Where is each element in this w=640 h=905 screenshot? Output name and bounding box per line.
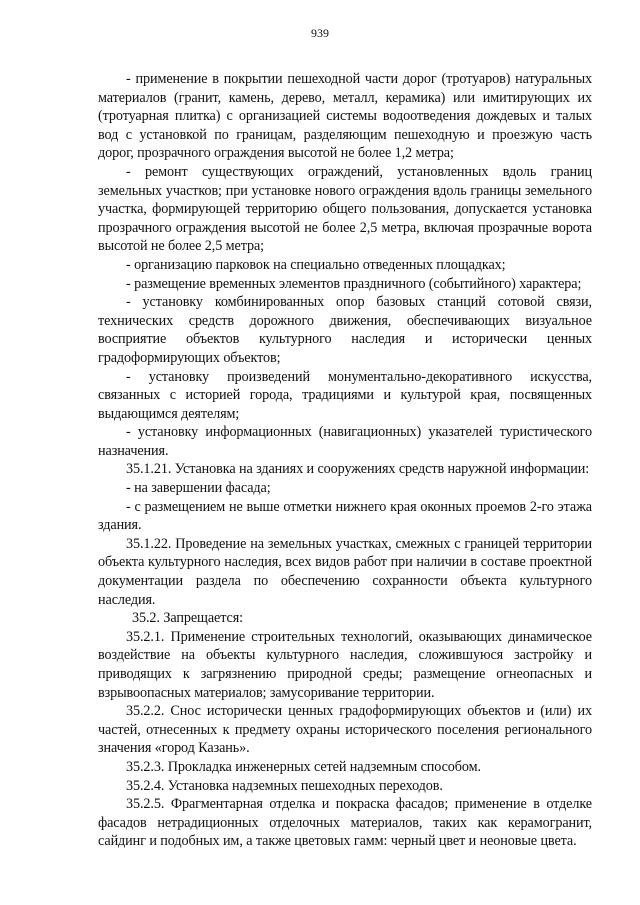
paragraph-35-1-22: 35.1.22. Проведение на земельных участках, смежных с границей территории объекта культурного наследия, всех видов работ при наличии в составе проектной документации раздела по обеспечению сохранности объекта культурного наследия. (98, 535, 592, 608)
paragraph-35-2-3: 35.2.3. Прокладка инженерных сетей надземным способом. (126, 758, 481, 775)
paragraph-35-1-21: 35.1.21. Установка на зданиях и сооружениях средств наружной информации: (126, 461, 590, 478)
paragraph-window-level: - с размещением не выше отметки нижнего края оконных проемов 2-го этажа здания. (98, 498, 592, 534)
paragraph-35-2-5: 35.2.5. Фрагментарная отделка и покраска фасадов; применение в отделке фасадов нетрадиционных отделочных материалов, таких как керамогранит, сайдинг и подобных им, а также цветовых гамм: черный цвет и неоновые цвета. (98, 796, 592, 850)
paragraph-35-2-2: 35.2.2. Снос исторически ценных градоформирующих объектов и (или) их частей, отнесенных к предмету охраны исторического поселения регионального значения «город Казань». (98, 703, 592, 757)
paragraph-parking: - организацию парковок на специально отведенных площадках; (126, 256, 506, 273)
paragraph-fences: - ремонт существующих ограждений, установленных вдоль границ земельных участков; при установке нового ограждения вдоль границы земельного участка, формирующей территорию общего пользования, допускается установка прозрачного ограждения высотой не более 2,5 метра, включая прозрачные ворота высотой не более 2,5 метра; (98, 163, 592, 255)
paragraph-tourist-signs: - установку информационных (навигационных) указателей туристического назначения. (98, 424, 592, 459)
paragraph-monuments: - установку произведений монументально-декоративного искусства, связанных с историей города, традициями и культурой края, посвященных выдающимся деятелям; (98, 368, 592, 422)
paragraph-35-2: 35.2. Запрещается: (132, 610, 243, 627)
page-number: 939 (311, 26, 329, 40)
paragraph-festive-elements: - размещение временных элементов праздничного (событийного) характера; (126, 275, 582, 292)
paragraph-35-2-4: 35.2.4. Установка надземных пешеходных переходов. (126, 777, 443, 794)
paragraph-combined-supports: - установку комбинированных опор базовых станций сотовой связи, технических средств дорожного движения, обеспечивающих визуальное восприятие объектов культурного наследия и исторически ценных градоформирующих объектов; (98, 294, 592, 366)
paragraph-35-2-1: 35.2.1. Применение строительных технологий, оказывающих динамическое воздействие на объекты культурного наследия, сложившуюся застройку и приводящих к загрязнению природной среды; размещение огнеопасных и взрывоопасных материалов; замусоривание территории. (98, 628, 592, 701)
document-body (98, 70, 592, 851)
paragraph-facade-top: - на завершении фасада; (126, 480, 271, 497)
paragraph-paving: - применение в покрытии пешеходной части дорог (тротуаров) натуральных материалов (гранит, камень, дерево, металл, керамика) или имитирующих их (тротуарная плитка) с организацией системы водоотведения дождевых и талых вод с установкой по границам, разделяющим пешеходную и проезжую часть дорог, прозрачного ограждения высотой не более 1,2 метра; (98, 71, 592, 162)
